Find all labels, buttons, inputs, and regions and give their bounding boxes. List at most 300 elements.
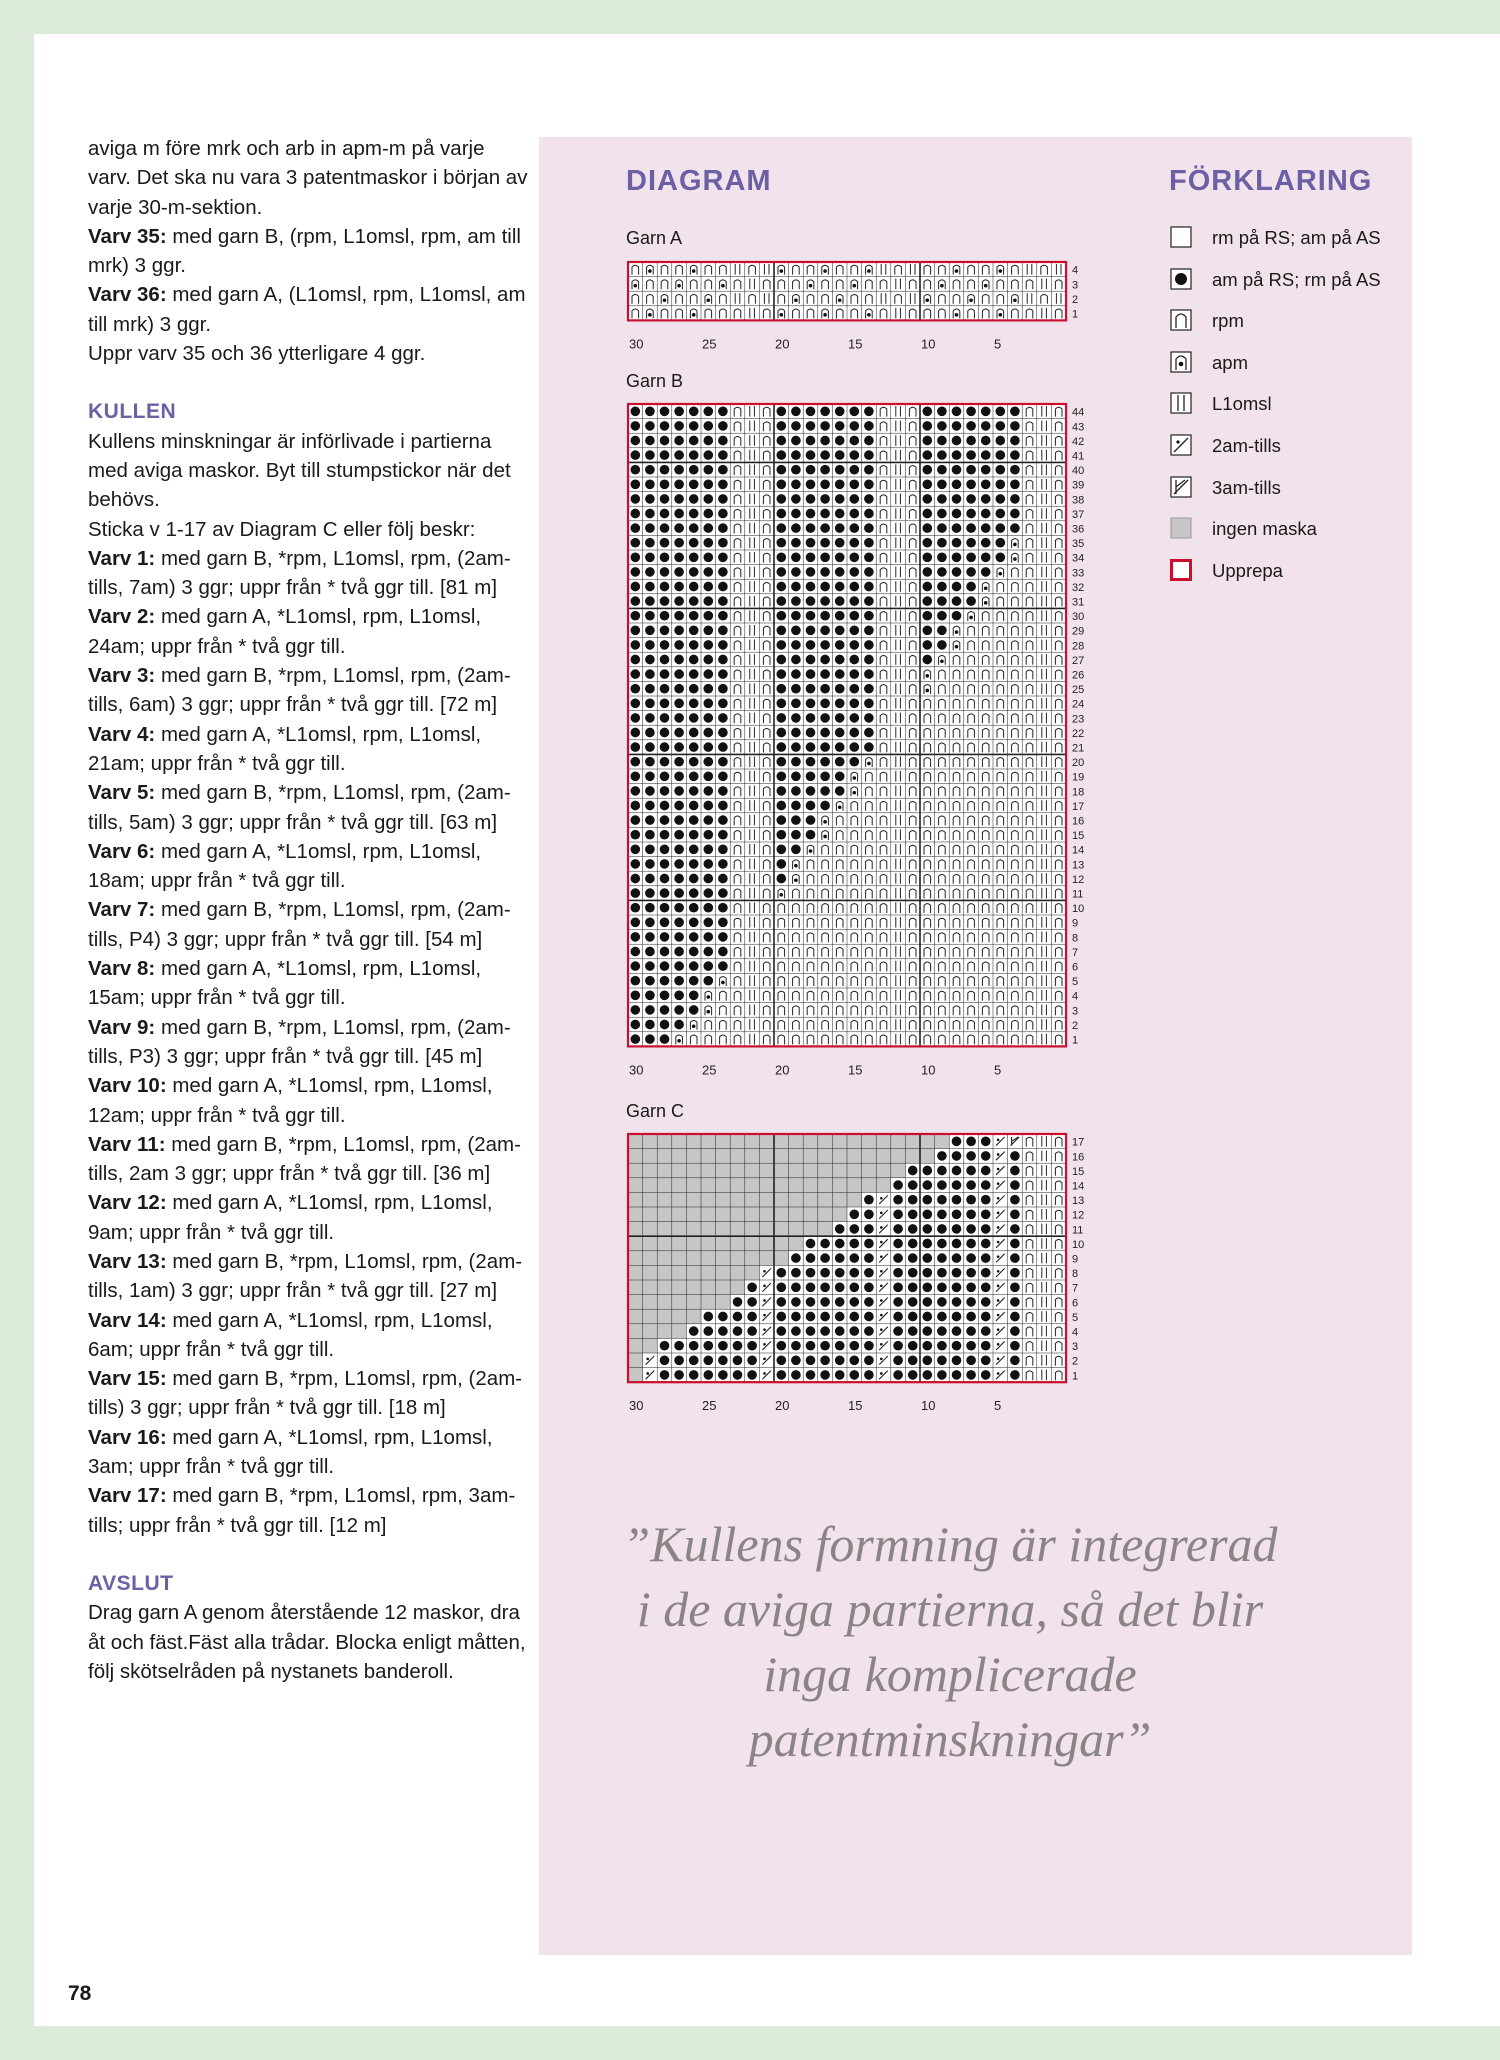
purl-dot xyxy=(1010,494,1020,504)
apm-dot xyxy=(707,995,711,999)
purl-dot xyxy=(718,1355,728,1365)
purl-dot xyxy=(645,567,655,577)
purl-dot xyxy=(937,1224,947,1234)
purl-dot xyxy=(806,436,816,446)
purl-dot xyxy=(703,976,713,986)
purl-dot xyxy=(703,640,713,650)
no-stitch-cell xyxy=(818,1134,833,1149)
purl-dot xyxy=(689,509,699,519)
purl-dot xyxy=(952,1136,962,1146)
no-stitch-cell xyxy=(701,1236,716,1251)
no-stitch-cell xyxy=(716,1149,731,1164)
col-number: 25 xyxy=(702,336,717,352)
purl-dot xyxy=(689,888,699,898)
legend-item xyxy=(1170,392,1400,434)
purl-dot xyxy=(966,1195,976,1205)
purl-dot xyxy=(703,742,713,752)
no-stitch-cell xyxy=(818,1207,833,1222)
purl-dot xyxy=(806,523,816,533)
no-stitch-cell xyxy=(730,1163,745,1178)
purl-dot xyxy=(718,903,728,913)
row-number: 24 xyxy=(1072,698,1085,711)
purl-dot xyxy=(660,523,670,533)
purl-dot xyxy=(981,1355,991,1365)
purl-dot xyxy=(864,698,874,708)
purl-dot xyxy=(674,582,684,592)
purl-dot xyxy=(645,494,655,504)
row-number: 9 xyxy=(1072,917,1079,930)
row-number: 25 xyxy=(1072,684,1085,697)
purl-dot xyxy=(966,523,976,533)
purl-dot xyxy=(674,990,684,1000)
purl-dot xyxy=(630,844,640,854)
purl-dot xyxy=(806,771,816,781)
purl-dot xyxy=(674,771,684,781)
purl-dot xyxy=(660,538,670,548)
row-number: 27 xyxy=(1072,654,1085,667)
purl-dot xyxy=(922,640,932,650)
purl-dot xyxy=(660,698,670,708)
row-number: 17 xyxy=(1072,800,1085,813)
purl-dot xyxy=(893,1224,903,1234)
purl-dot xyxy=(966,465,976,475)
purl-dot xyxy=(966,1180,976,1190)
purl-dot xyxy=(864,1341,874,1351)
purl-dot xyxy=(689,684,699,694)
purl-dot xyxy=(981,1253,991,1263)
purl-dot xyxy=(952,465,962,475)
purl-dot xyxy=(1010,479,1020,489)
purl-dot xyxy=(645,523,655,533)
row-number: 11 xyxy=(1072,888,1084,901)
purl-dot xyxy=(937,1151,947,1161)
apm-dot xyxy=(794,298,798,302)
purl-dot xyxy=(922,625,932,635)
row-number: 31 xyxy=(1072,596,1085,609)
purl-dot xyxy=(791,567,801,577)
k2tog-dot xyxy=(997,1168,1000,1171)
purl-dot xyxy=(806,786,816,796)
purl-dot xyxy=(820,1341,830,1351)
purl-dot xyxy=(689,801,699,811)
no-stitch-cell xyxy=(716,1265,731,1280)
row-number: 19 xyxy=(1072,771,1085,784)
purl-dot xyxy=(791,538,801,548)
purl-dot xyxy=(674,1020,684,1030)
no-stitch-cell xyxy=(672,1149,687,1164)
no-stitch-cell xyxy=(759,1207,774,1222)
purl-dot xyxy=(820,1268,830,1278)
purl-dot xyxy=(864,1326,874,1336)
row-number: 44 xyxy=(1072,406,1085,419)
purl-dot xyxy=(660,596,670,606)
purl-dot xyxy=(922,1370,932,1380)
purl-dot xyxy=(820,757,830,767)
purl-dot xyxy=(952,523,962,533)
purl-dot xyxy=(820,1326,830,1336)
row-number: 16 xyxy=(1072,815,1085,828)
purl-dot xyxy=(674,494,684,504)
apm-dot xyxy=(926,674,930,678)
purl-dot xyxy=(747,1355,757,1365)
purl-dot xyxy=(630,976,640,986)
purl-dot xyxy=(630,757,640,767)
purl-dot xyxy=(835,640,845,650)
apm-dot xyxy=(838,298,842,302)
purl-dot xyxy=(981,1297,991,1307)
row-number: 9 xyxy=(1072,1253,1079,1266)
row-instruction-4: Varv 4: med garn A, *L1omsl, rpm, L1omsl, 21am; uppr från * två ggr till. xyxy=(88,722,482,775)
purl-dot xyxy=(806,1297,816,1307)
purl-dot xyxy=(718,947,728,957)
purl-dot xyxy=(630,421,640,431)
purl-dot xyxy=(835,1355,845,1365)
no-stitch-cell xyxy=(643,1149,658,1164)
no-stitch-cell xyxy=(686,1178,701,1193)
purl-dot xyxy=(645,465,655,475)
purl-dot xyxy=(922,1268,932,1278)
purl-dot xyxy=(674,932,684,942)
purl-dot xyxy=(630,523,640,533)
no-stitch-cell xyxy=(672,1192,687,1207)
purl-dot xyxy=(864,465,874,475)
purl-dot xyxy=(791,757,801,767)
purl-dot xyxy=(908,1239,918,1249)
purl-dot xyxy=(791,844,801,854)
purl-dot xyxy=(820,713,830,723)
apm-dot xyxy=(926,689,930,693)
purl-dot xyxy=(689,582,699,592)
purl-dot xyxy=(689,1005,699,1015)
col-number: 20 xyxy=(775,336,790,352)
purl-dot xyxy=(776,552,786,562)
purl-dot xyxy=(689,961,699,971)
purl-dot xyxy=(630,801,640,811)
purl-dot xyxy=(645,947,655,957)
purl-dot xyxy=(806,698,816,708)
purl-dot xyxy=(630,932,640,942)
purl-dot xyxy=(849,742,859,752)
purl-dot xyxy=(806,815,816,825)
purl-dot xyxy=(645,815,655,825)
purl-dot xyxy=(966,1312,976,1322)
no-stitch-cell xyxy=(643,1338,658,1353)
purl-dot xyxy=(645,611,655,621)
purl-dot xyxy=(689,903,699,913)
k2tog-dot xyxy=(997,1372,1000,1375)
purl-dot xyxy=(703,888,713,898)
purl-dot xyxy=(689,406,699,416)
no-stitch-cell xyxy=(628,1324,643,1339)
row-instruction-label: Varv 13: xyxy=(88,1249,167,1273)
purl-dot xyxy=(660,479,670,489)
purl-dot xyxy=(937,494,947,504)
legend-item xyxy=(1170,434,1400,476)
row-number: 1 xyxy=(1072,1034,1079,1047)
purl-dot xyxy=(791,771,801,781)
purl-dot xyxy=(1010,1326,1020,1336)
purl-dot xyxy=(776,625,786,635)
purl-dot xyxy=(630,786,640,796)
purl-dot xyxy=(835,757,845,767)
row-number: 8 xyxy=(1072,932,1079,945)
no-stitch-cell xyxy=(745,1163,760,1178)
purl-dot xyxy=(689,625,699,635)
purl-dot xyxy=(849,538,859,548)
apm-dot xyxy=(940,659,944,663)
k2tog-dot xyxy=(763,1314,766,1317)
purl-dot xyxy=(952,436,962,446)
k2tog-dot xyxy=(880,1226,883,1229)
purl-dot xyxy=(645,830,655,840)
purl-dot xyxy=(660,1005,670,1015)
purl-dot xyxy=(952,1180,962,1190)
purl-dot xyxy=(776,815,786,825)
purl-dot xyxy=(806,421,816,431)
purl-dot xyxy=(1010,1312,1020,1322)
purl-dot xyxy=(849,655,859,665)
no-stitch-cell xyxy=(759,1192,774,1207)
no-stitch-cell xyxy=(803,1178,818,1193)
no-stitch-cell xyxy=(686,1192,701,1207)
purl-dot xyxy=(630,596,640,606)
row-number: 30 xyxy=(1072,611,1085,624)
purl-dot xyxy=(922,1195,932,1205)
no-stitch-cell xyxy=(759,1251,774,1266)
no-stitch-cell xyxy=(672,1265,687,1280)
apm-dot xyxy=(1013,543,1017,547)
row-instruction-label: Varv 5: xyxy=(88,781,156,805)
purl-dot xyxy=(689,815,699,825)
legend xyxy=(1170,226,1400,600)
avslut-heading: AVSLUT xyxy=(88,1571,174,1595)
intro-paragraph-1: Varv 35: med garn B, (rpm, L1omsl, rpm, am till mrk) 3 ggr. xyxy=(88,224,521,278)
col-number: 5 xyxy=(994,1398,1002,1414)
purl-dot xyxy=(864,552,874,562)
purl-dot xyxy=(806,669,816,679)
purl-dot xyxy=(674,640,684,650)
no-stitch-cell xyxy=(701,1178,716,1193)
no-stitch-cell xyxy=(876,1149,891,1164)
purl-dot xyxy=(791,742,801,752)
no-stitch-cell xyxy=(716,1207,731,1222)
col-number: 15 xyxy=(848,336,863,352)
purl-dot xyxy=(791,494,801,504)
no-stitch-cell xyxy=(920,1134,935,1149)
purl-dot xyxy=(952,450,962,460)
purl-dot xyxy=(718,421,728,431)
purl-dot xyxy=(703,552,713,562)
apm-dot xyxy=(692,269,696,273)
k2tog-dot xyxy=(997,1358,1000,1361)
row-number: 37 xyxy=(1072,508,1085,521)
purl-dot xyxy=(835,421,845,431)
apm-dot xyxy=(780,313,784,317)
purl-dot xyxy=(864,742,874,752)
no-stitch-cell xyxy=(789,1222,804,1237)
purl-dot xyxy=(1010,406,1020,416)
purl-dot xyxy=(922,450,932,460)
no-stitch-cell xyxy=(818,1178,833,1193)
purl-dot xyxy=(689,1341,699,1351)
purl-dot xyxy=(689,523,699,533)
purl-dot xyxy=(660,917,670,927)
row-number: 4 xyxy=(1072,990,1079,1003)
purl-dot xyxy=(645,713,655,723)
k2tog-dot xyxy=(880,1197,883,1200)
purl-dot xyxy=(776,786,786,796)
purl-dot xyxy=(937,1195,947,1205)
purl-dot xyxy=(630,406,640,416)
purl-dot xyxy=(820,1355,830,1365)
no-stitch-cell xyxy=(745,1265,760,1280)
purl-dot xyxy=(776,757,786,767)
purl-dot xyxy=(937,625,947,635)
no-stitch-cell xyxy=(745,1192,760,1207)
row-number: 2 xyxy=(1072,293,1079,306)
no-stitch-cell xyxy=(730,1222,745,1237)
purl-dot xyxy=(674,830,684,840)
no-stitch-cell xyxy=(745,1251,760,1266)
row-number: 3 xyxy=(1072,279,1079,292)
no-stitch-cell xyxy=(862,1178,877,1193)
purl-dot xyxy=(1010,1195,1020,1205)
purl-dot xyxy=(820,494,830,504)
purl-dot xyxy=(981,1180,991,1190)
row-instruction-1: Varv 1: med garn B, *rpm, L1omsl, rpm, (2am-tills, 7am) 3 ggr; uppr från * två ggr till. [81 m] xyxy=(88,546,511,600)
purl-dot xyxy=(806,1253,816,1263)
purl-dot xyxy=(718,611,728,621)
purl-dot xyxy=(864,1268,874,1278)
purl-dot xyxy=(703,932,713,942)
purl-dot xyxy=(806,465,816,475)
legend-dot xyxy=(1175,273,1187,285)
purl-dot xyxy=(864,494,874,504)
purl-dot xyxy=(791,406,801,416)
purl-dot xyxy=(718,786,728,796)
purl-dot xyxy=(674,698,684,708)
purl-dot xyxy=(835,728,845,738)
no-stitch-cell xyxy=(774,1236,789,1251)
legend-label: Upprepa xyxy=(1212,559,1283,581)
apm-dot xyxy=(999,313,1003,317)
apm-dot xyxy=(707,298,711,302)
purl-dot xyxy=(689,786,699,796)
row-instruction-7: Varv 7: med garn B, *rpm, L1omsl, rpm, (2am-tills, P4) 3 ggr; uppr från * två ggr till. [54 m] xyxy=(88,898,511,951)
purl-dot xyxy=(849,1282,859,1292)
purl-dot xyxy=(645,684,655,694)
purl-dot xyxy=(630,494,640,504)
purl-dot xyxy=(952,538,962,548)
apm-dot xyxy=(794,878,798,882)
no-stitch-cell xyxy=(832,1207,847,1222)
purl-dot xyxy=(937,509,947,519)
purl-dot xyxy=(791,1370,801,1380)
purl-dot xyxy=(674,596,684,606)
purl-dot xyxy=(922,436,932,446)
purl-dot xyxy=(835,1224,845,1234)
purl-dot xyxy=(630,655,640,665)
no-stitch-cell xyxy=(716,1236,731,1251)
purl-dot xyxy=(660,728,670,738)
no-stitch-cell xyxy=(628,1149,643,1164)
purl-dot xyxy=(718,479,728,489)
purl-dot xyxy=(922,523,932,533)
apm-dot xyxy=(969,298,973,302)
purl-dot xyxy=(849,582,859,592)
purl-dot xyxy=(849,625,859,635)
k2tog-dot xyxy=(880,1358,883,1361)
purl-dot xyxy=(966,479,976,489)
purl-dot xyxy=(733,1341,743,1351)
purl-dot xyxy=(1010,465,1020,475)
purl-dot xyxy=(864,1312,874,1322)
no-stitch-cell xyxy=(643,1236,658,1251)
k2tog-dot xyxy=(880,1270,883,1273)
no-stitch-cell xyxy=(789,1207,804,1222)
purl-dot xyxy=(645,582,655,592)
no-stitch-cell xyxy=(628,1368,643,1383)
purl-dot xyxy=(864,1209,874,1219)
k2tog-dot xyxy=(763,1285,766,1288)
k2tog-dot xyxy=(997,1328,1000,1331)
purl-dot xyxy=(703,947,713,957)
purl-dot xyxy=(849,1239,859,1249)
apm-dot xyxy=(1013,298,1017,302)
purl-dot xyxy=(864,728,874,738)
purl-dot xyxy=(660,1020,670,1030)
purl-dot xyxy=(835,1297,845,1307)
purl-dot xyxy=(776,669,786,679)
purl-dot xyxy=(718,844,728,854)
no-stitch-cell xyxy=(716,1251,731,1266)
purl-dot xyxy=(645,698,655,708)
purl-dot xyxy=(966,406,976,416)
purl-dot xyxy=(893,1239,903,1249)
purl-dot xyxy=(733,1370,743,1380)
row-number: 1 xyxy=(1072,308,1079,321)
purl-dot xyxy=(630,582,640,592)
col-number: 20 xyxy=(775,1062,790,1078)
no-stitch-cell xyxy=(628,1280,643,1295)
k2tog-dot xyxy=(880,1241,883,1244)
purl-dot xyxy=(937,479,947,489)
purl-dot xyxy=(776,582,786,592)
apm-dot xyxy=(707,1010,711,1014)
purl-dot xyxy=(776,479,786,489)
chart-garn-a xyxy=(628,262,1078,351)
purl-dot xyxy=(674,479,684,489)
purl-dot xyxy=(660,815,670,825)
purl-dot xyxy=(849,1341,859,1351)
purl-dot xyxy=(674,567,684,577)
purl-dot xyxy=(981,1370,991,1380)
k2tog-dot xyxy=(646,1372,649,1375)
purl-dot xyxy=(660,961,670,971)
purl-dot xyxy=(937,1355,947,1365)
row-number: 26 xyxy=(1072,669,1085,682)
no-stitch-cell xyxy=(628,1236,643,1251)
no-stitch-cell xyxy=(628,1178,643,1193)
purl-dot xyxy=(776,611,786,621)
purl-dot xyxy=(806,1312,816,1322)
purl-dot xyxy=(952,596,962,606)
purl-dot xyxy=(806,625,816,635)
no-stitch-cell xyxy=(716,1295,731,1310)
purl-dot xyxy=(645,421,655,431)
row-instruction-label: Varv 4: xyxy=(88,722,156,746)
purl-dot xyxy=(776,436,786,446)
